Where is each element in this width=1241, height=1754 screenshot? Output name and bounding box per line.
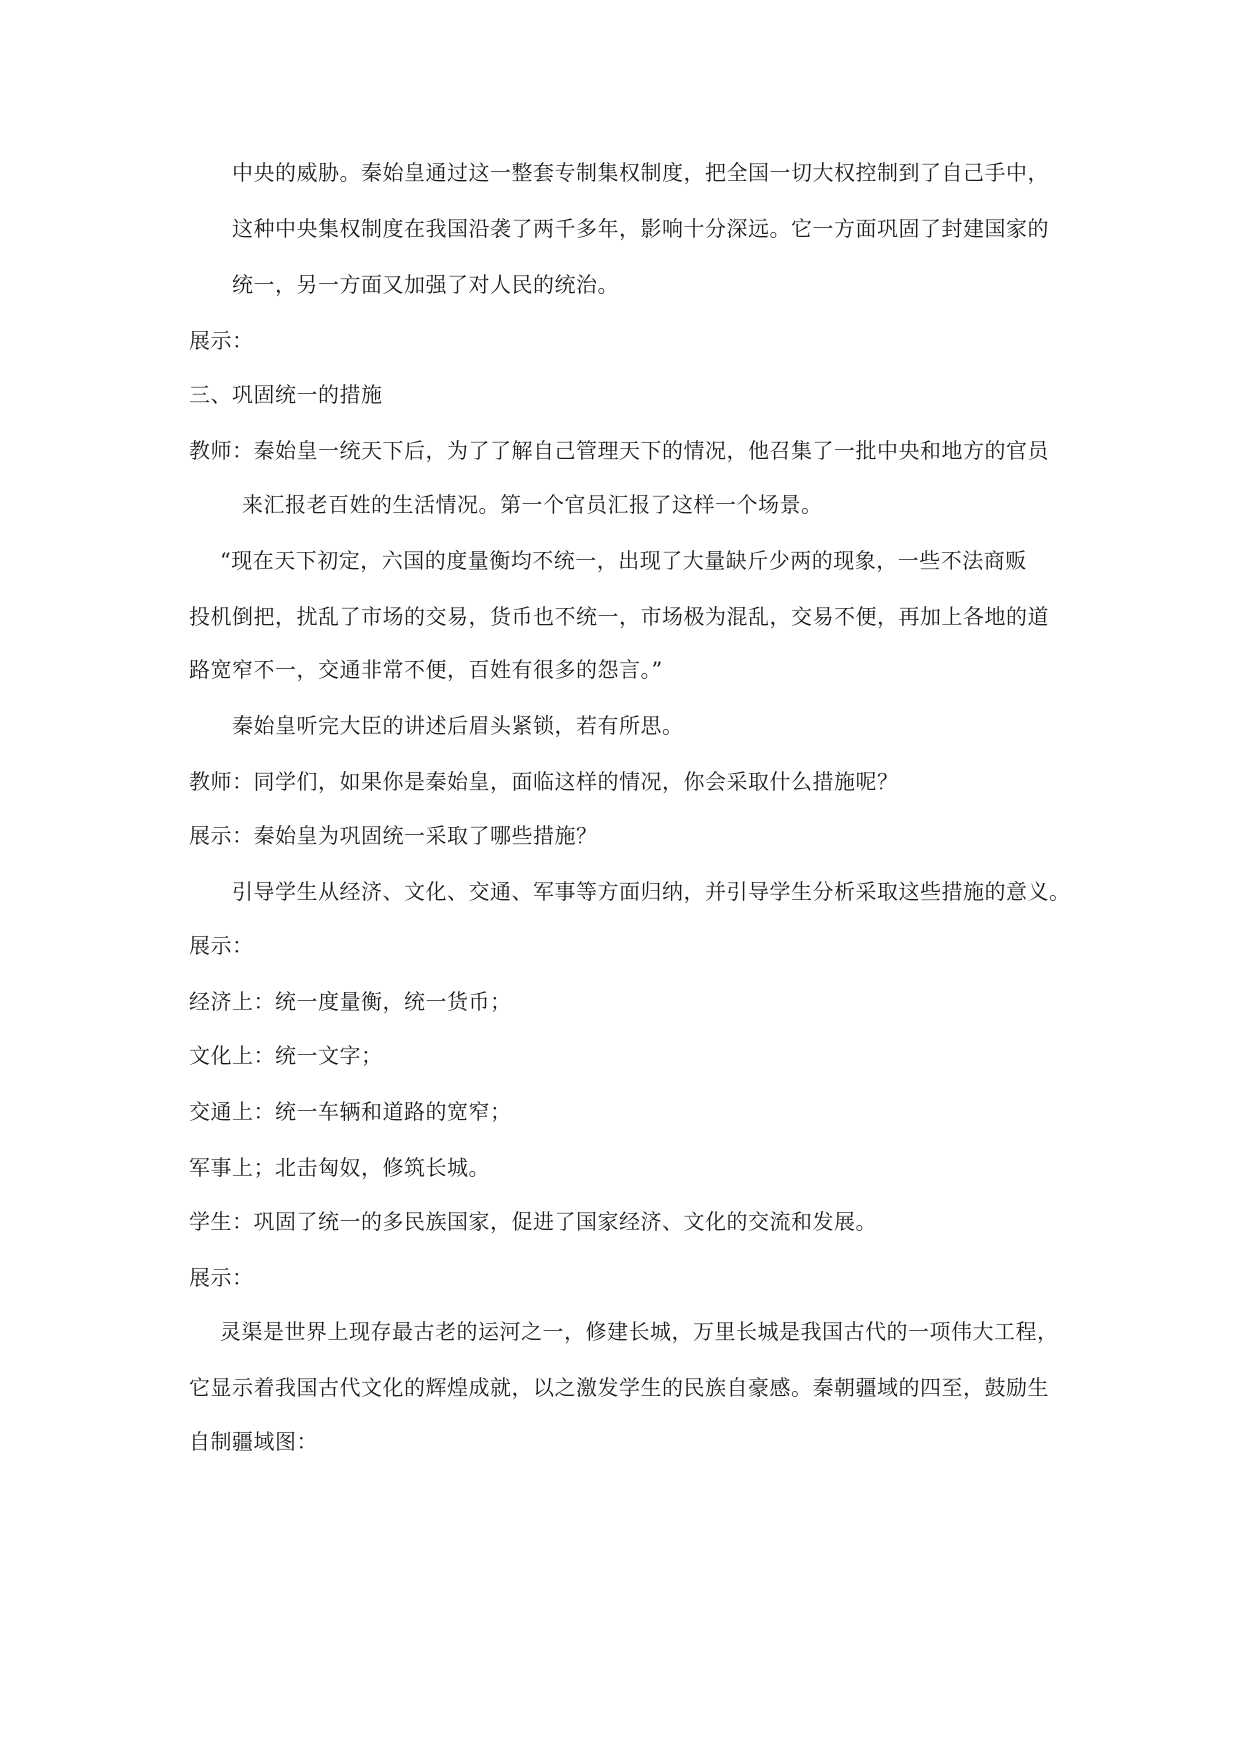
teacher-line: 教师：同学们，如果你是秦始皇，面临这样的情况，你会采取什么措施呢？ [189, 770, 899, 794]
section-heading: 三、巩固统一的措施 [189, 383, 383, 407]
paragraph-line: 中央的威胁。秦始皇通过这一整套专制集权制度，把全国一切大权控制到了自己手中， [232, 161, 1049, 185]
section-label: 展示： [189, 329, 254, 353]
paragraph-line: 自制疆域图： [189, 1430, 318, 1454]
quote-line: “现在天下初定，六国的度量衡均不统一，出现了大量缺斤少两的现象，一些不法商贩 [220, 549, 1027, 573]
paragraph-line: 统一，另一方面又加强了对人民的统治。 [232, 273, 619, 297]
measure-item: 经济上：统一度量衡，统一货币； [189, 990, 512, 1014]
student-line: 学生：巩固了统一的多民族国家，促进了国家经济、文化的交流和发展。 [189, 1210, 877, 1234]
measure-item: 军事上；北击匈奴，修筑长城。 [189, 1156, 490, 1180]
paragraph-line: 灵渠是世界上现存最古老的运河之一，修建长城，万里长城是我国古代的一项伟大工程， [220, 1320, 1059, 1344]
paragraph-line: 这种中央集权制度在我国沿袭了两千多年，影响十分深远。它一方面巩固了封建国家的 [232, 217, 1049, 241]
teacher-line: 教师：秦始皇一统天下后，为了了解自己管理天下的情况，他召集了一批中央和地方的官员 [189, 439, 1049, 463]
paragraph-line: 它显示着我国古代文化的辉煌成就，以之激发学生的民族自豪感。秦朝疆域的四至，鼓励生 [189, 1376, 1049, 1400]
section-label: 展示： [189, 1266, 254, 1290]
display-line: 展示：秦始皇为巩固统一采取了哪些措施？ [189, 824, 598, 848]
narrative-line: 秦始皇听完大臣的讲述后眉头紧锁，若有所思。 [232, 714, 684, 738]
guidance-line: 引导学生从经济、文化、交通、军事等方面归纳，并引导学生分析采取这些措施的意义。 [232, 880, 1071, 904]
quote-line: 投机倒把，扰乱了市场的交易，货币也不统一，市场极为混乱，交易不便，再加上各地的道 [189, 605, 1049, 629]
measure-item: 交通上：统一车辆和道路的宽窄； [189, 1100, 512, 1124]
section-label: 展示： [189, 934, 254, 958]
quote-line: 路宽窄不一，交通非常不便，百姓有很多的怨言。” [189, 658, 663, 682]
measure-item: 文化上：统一文字； [189, 1044, 383, 1068]
teacher-line: 来汇报老百姓的生活情况。第一个官员汇报了这样一个场景。 [242, 493, 823, 517]
